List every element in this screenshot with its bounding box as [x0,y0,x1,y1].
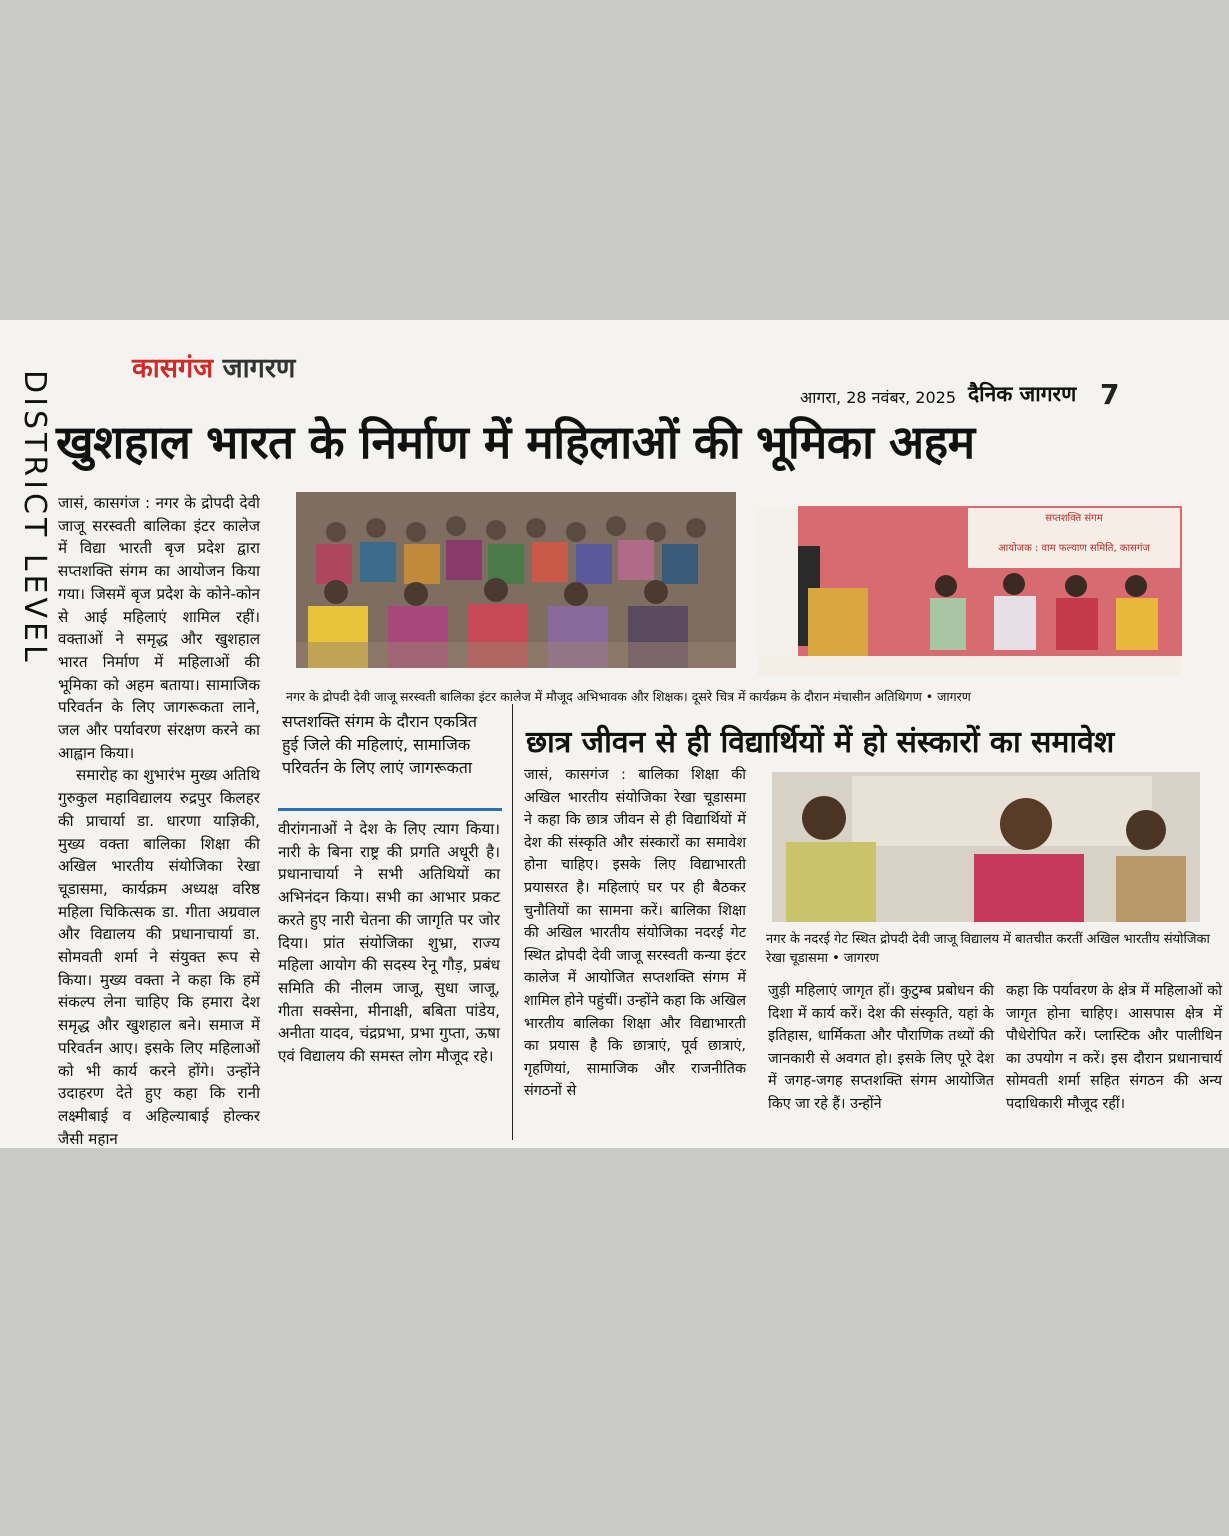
banner-text-2: आयोजक : वाम फल्याण समिति, कासगंज [998,543,1150,554]
second-story-col2-text: जुड़ी महिलाएं जागृत हों। कुटुम्ब प्रबोधन की दिशा में कार्य करें। देश की संस्कृति, यहां के इतिहास, धार्मिकता और पौराणिक तथ्यों की जानकारी से अवगत हो। इसके लिए पूरे देश में जगह-जगह सप्तशक्ति संगम आयोजित किए जा रहे हैं। उन्होंने [768,983,994,1112]
main-headline: खुशहाल भारत के निर्माण में महिलाओं की भूमिका अहम [56,415,975,469]
newspaper-clipping [0,320,1229,1148]
main-story-col2 [278,818,500,1068]
pull-quote-rule [278,808,502,811]
masthead-brand: दैनिक जागरण [968,382,1077,406]
second-story-col2 [768,980,994,1116]
audience-photo [296,492,736,668]
side-strip [2,350,52,1010]
audience-photo-image [296,492,736,668]
side-strip-text: DISTRICT LEVEL [17,370,52,666]
second-photo-caption: नगर के नदरई गेट स्थित द्रोपदी देवी जाजू विद्यालय में बातचीत करतीं अखिल भारतीय संयोजिका रेखा चूडासमा • जागरण [766,932,1210,966]
dateline: आगरा, 28 नवंबर, 2025 [800,388,957,407]
speaker-photo [772,772,1200,922]
second-story-col3 [1006,980,1222,1116]
second-story-col1-text: जासं, कासगंज : बालिका शिक्षा की अखिल भारतीय संयोजिका रेखा चूडासमा ने कहा कि छात्र जीवन से ही विद्यार्थियों में देश की संस्कृति और संस्कारों का समावेश होना चाहिए। इसके लिए विद्याभारती प्रयासरत है। महिलाएं घर पर ही बैठकर चुनौतियों का सामना करें। बालिका शिक्षा की अखिल भारतीय संयोजिका नदरई गेट स्थित द्रोपदी देवी जाजू सरस्वती कन्या इंटर कालेज में आयोजित सप्तशक्ति संगम में शामिल होने पहुंचीं। उन्होंने कहा कि अखिल भारतीय बालिका शिक्षा और विद्याभारती का प्रयास है कि छात्राएं, पूर्व छात्राएं, गृहणियां, सामाजिक और राजनीतिक संगठनों से [524,767,746,1100]
second-story-col1 [524,764,746,1103]
page-number: 7 [1100,378,1120,411]
main-story-col1 [58,492,260,1148]
story-divider [512,704,513,1140]
pull-quote: सप्तशक्ति संगम के दौरान एकत्रित हुई जिले की महिलाएं, सामाजिक परिवर्तन के लिए लाएं जागरूकता [282,712,478,777]
banner-text-1: सप्तशक्ति संगम [1045,513,1103,524]
stage-photo [758,506,1182,676]
main-story-para2: समारोह का शुभारंभ मुख्य अतिथि गुरुकुल महाविद्यालय रुद्रपुर किलहर की प्राचार्या डा. धारणा याज्ञिकी, मुख्य वक्ता बालिका शिक्षा की अखिल भारतीय संयोजिका रेखा चूडासमा, कार्यक्रम अध्यक्ष वरिष्ठ महिला चिकित्सक डा. गीता अग्रवाल और विद्यालय की प्रधानाचार्या डा. सोमवती शर्मा ने संयुक्त रूप से किया। मुख्य वक्ता ने कहा कि हमें संकल्प लेना चाहिए कि हमारा देश समृद्ध और खुशहाल बने। समाज में परिवर्तन आए। इसके लिए महिलाओं को भी कार्य करने होंगे। उन्होंने उदाहरण देते हुए कहा कि रानी लक्ष्मीबाई व अहिल्याबाई होल्कर जैसी महान [58,766,260,1148]
section-label [132,348,295,385]
section-label-brand: जागरण [222,353,296,384]
main-story-para1: जासं, कासगंज : नगर के द्रोपदी देवी जाजू सरस्वती बालिका इंटर कालेज में विद्या भारती बृज प्रदेश द्वारा सप्तशक्ति संगम का आयोजन किया गया। जिसमें बृज प्रदेश के कोने-कोन से आई महिलाएं शामिल रहीं। वक्ताओं ने समृद्ध और खुशहाल भारत निर्माण में महिलाओं की भूमिका को अहम बताया। सामाजिक परिवर्तन के लिए जागरूकता लाने, जल और पर्यावरण संरक्षण करने का आह्वान किया। [58,494,260,762]
second-story-headline: छात्र जीवन से ही विद्यार्थियों में हो संस्कारों का समावेश [526,725,1115,760]
stage-photo-image [758,506,1182,676]
main-photo-caption: नगर के द्रोपदी देवी जाजू सरस्वती बालिका इंटर कालेज में मौजूद अभिभावक और शिक्षक। दूसरे चित्र में कार्यक्रम के दौरान मंचासीन अतिथिगण • जागरण [286,689,971,704]
section-label-city: कासगंज [132,353,214,384]
main-story-col2-text: वीरांगनाओं ने देश के लिए त्याग किया। नारी के बिना राष्ट्र की प्रगति अधूरी है। प्रधानाचार्या ने सभी अतिथियों का अभिनंदन किया। सभी का आभार प्रकट करते हुए नारी चेतना की जागृति पर जोर दिया। प्रांत संयोजिका शुभ्रा, राज्य महिला आयोग की सदस्य रेनू गौड़, प्रबंध समिति की नीलम जाजू, सुधा जाजू, गीता सक्सेना, मीनाक्षी, बबिता पांडेय, अनीता यादव, चंद्रप्रभा, प्रभा गुप्ता, ऊषा एवं विद्यालय की समस्त लोग मौजूद रहे। [278,820,500,1066]
second-story-col3-text: कहा कि पर्यावरण के क्षेत्र में महिलाओं को जागृत होना चाहिए। आसपास क्षेत्र में पौधेरोपित करें। प्लास्टिक और पालीथिन का उपयोग न करें। इस दौरान प्रधानाचार्य सोमवती शर्मा सहित संगठन की अन्य पदाधिकारी मौजूद रहीं। [1006,983,1222,1112]
speaker-photo-image [772,772,1200,922]
